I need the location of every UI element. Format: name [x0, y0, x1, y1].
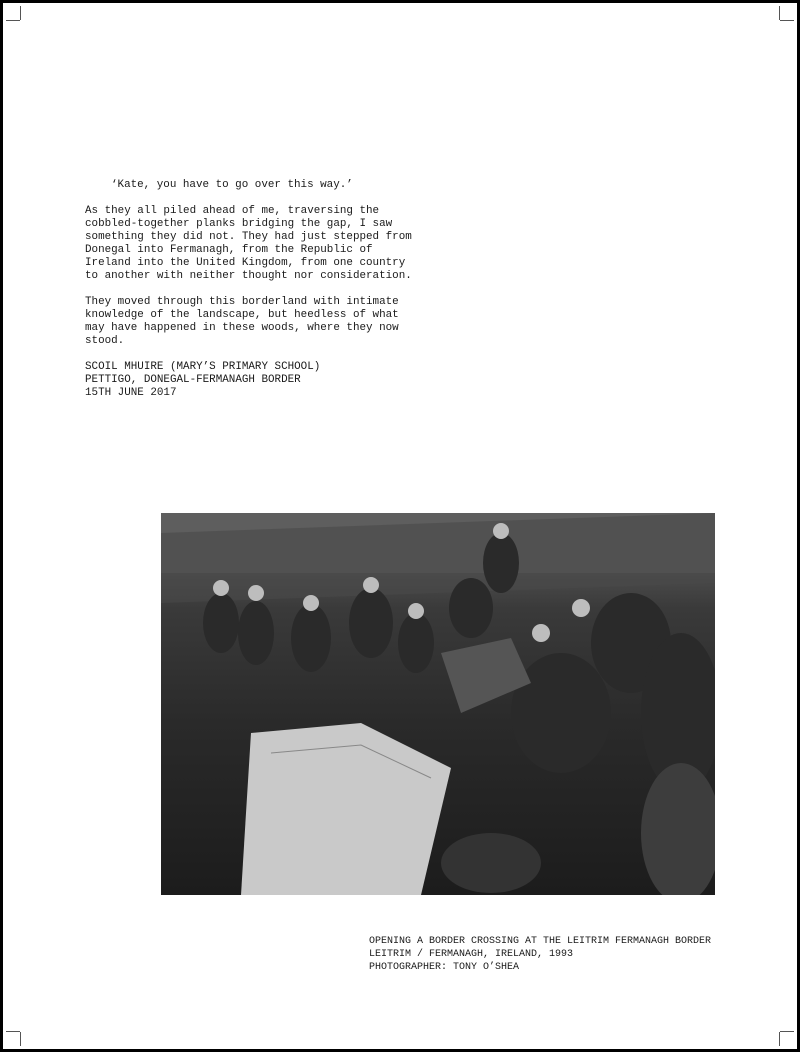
caption-line: LEITRIM / FERMANAGH, IRELAND, 1993	[369, 949, 574, 960]
crop-mark	[6, 20, 20, 21]
border-crossing-photo	[161, 513, 715, 895]
crop-mark	[20, 6, 21, 20]
caption-line: OPENING A BORDER CROSSING AT THE LEITRIM FERMANAGH BORDER	[369, 936, 712, 947]
crop-mark	[20, 1032, 21, 1046]
crop-mark	[6, 1031, 20, 1032]
paragraph: As they all piled ahead of me, traversing the cobbled-together planks bridging the gap, I saw something they did not. They had just stepped from Donegal into Fermanagh, from the Republic of Ireland into the United Kingdom, from one country to another with neither thought nor consideration.	[85, 205, 412, 282]
photo-image	[161, 513, 715, 895]
location-line: SCOIL MHUIRE (MARY’S PRIMARY SCHOOL)	[85, 361, 321, 373]
crop-mark	[780, 1031, 794, 1032]
essay-text	[85, 179, 415, 400]
crop-mark	[779, 1032, 780, 1046]
crop-mark	[780, 20, 794, 21]
caption-line: PHOTOGRAPHER: TONY O’SHEA	[369, 962, 520, 973]
paragraph: They moved through this borderland with intimate knowledge of the landscape, but heedless of what may have happened in these woods, where they now stood.	[85, 296, 399, 347]
crop-mark	[779, 6, 780, 20]
quote: ‘Kate, you have to go over this way.’	[111, 179, 353, 191]
photo-caption	[369, 935, 711, 974]
location-line: 15TH JUNE 2017	[85, 387, 177, 399]
location-line: PETTIGO, DONEGAL-FERMANAGH BORDER	[85, 374, 301, 386]
